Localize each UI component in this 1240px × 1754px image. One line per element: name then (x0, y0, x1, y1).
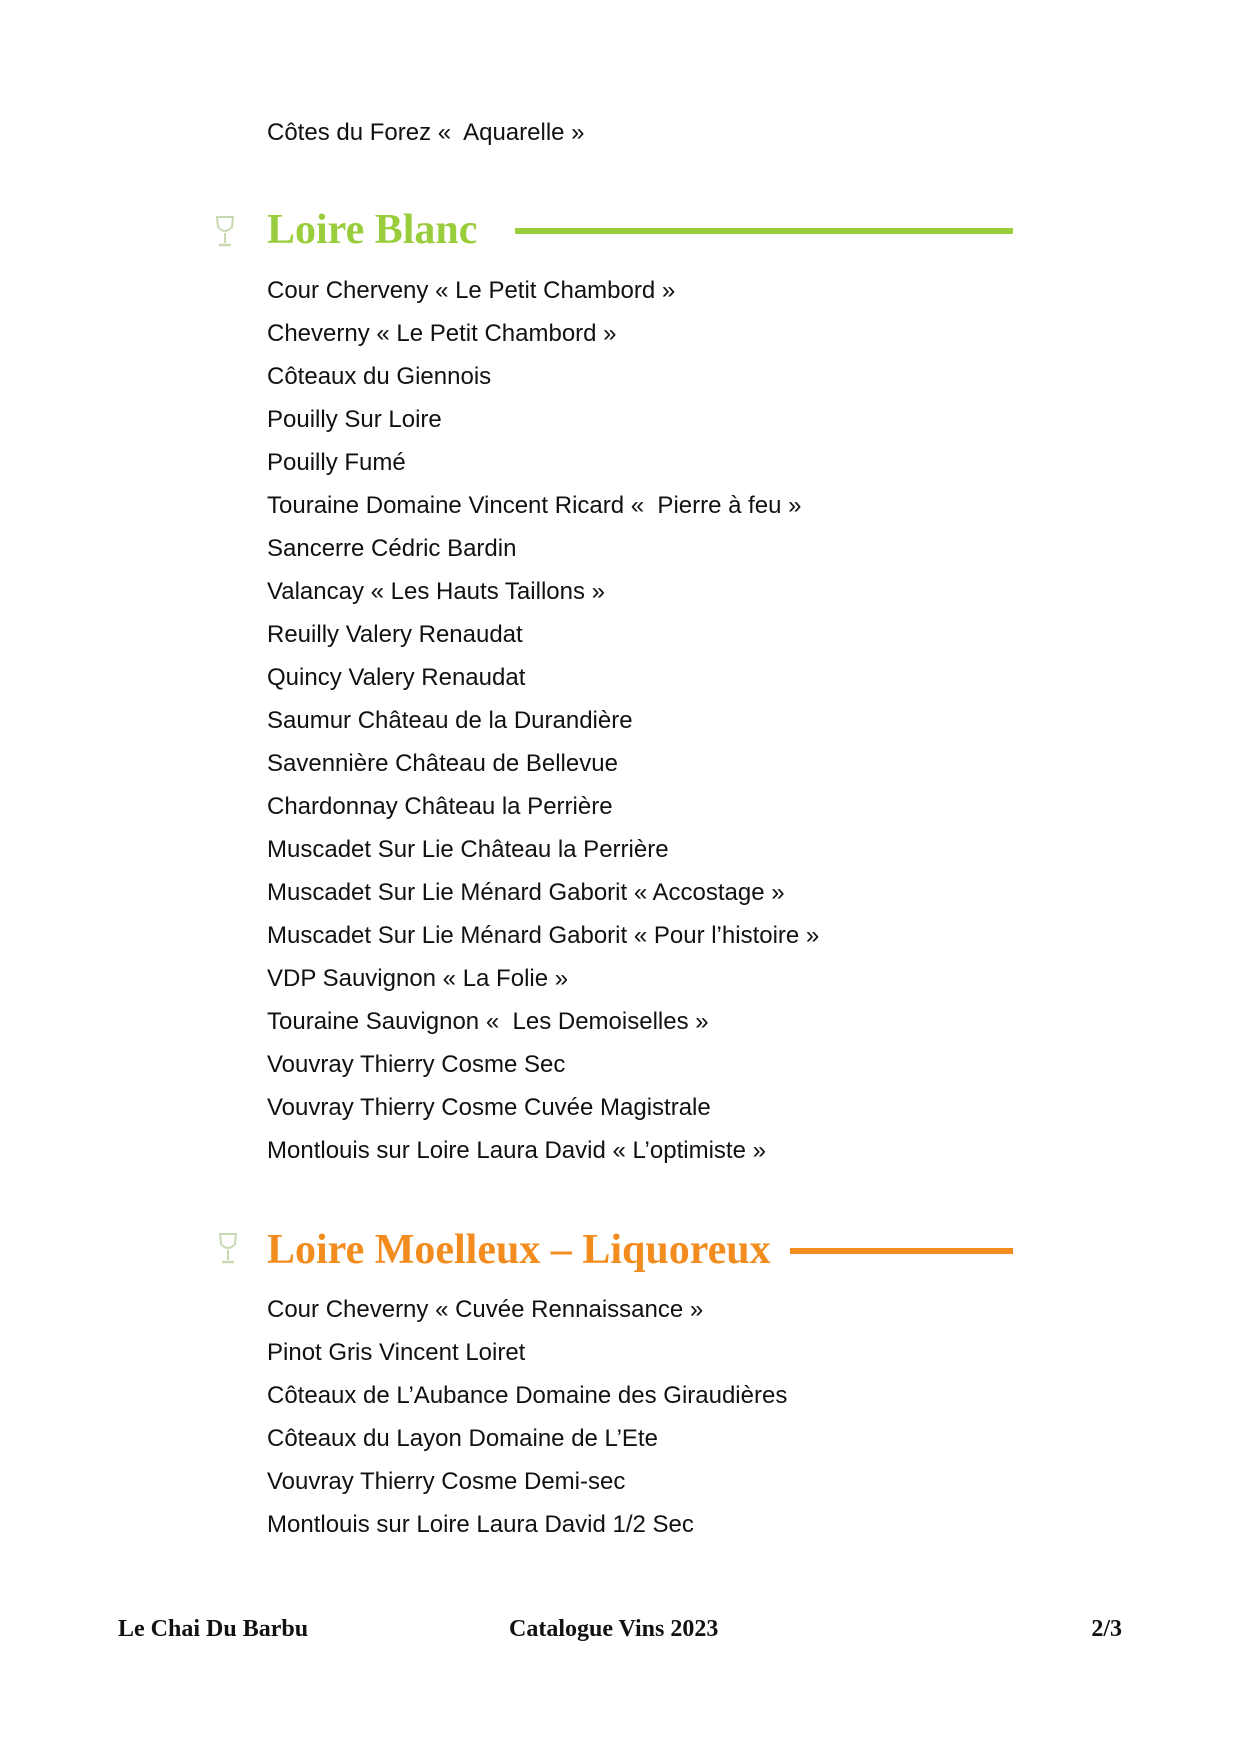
wine-item: Cour Cheverny « Cuvée Rennaissance » (267, 1296, 704, 1323)
wine-item: Savennière Château de Bellevue (267, 750, 618, 777)
wine-item: Côteaux de L’Aubance Domaine des Giraudières (267, 1382, 788, 1409)
section-title: Loire Moelleux – Liquoreux (267, 1227, 771, 1273)
wine-item: Quincy Valery Renaudat (267, 664, 526, 691)
wine-glass-icon (212, 215, 238, 249)
section-heading-loire-moelleux (0, 1220, 1240, 1280)
wine-item: Reuilly Valery Renaudat (267, 621, 523, 648)
wine-item: Touraine Sauvignon « Les Demoiselles » (267, 1008, 709, 1035)
wine-item: Côteaux du Giennois (267, 363, 492, 390)
wine-item: Cheverny « Le Petit Chambord » (267, 320, 617, 347)
section-heading-loire-blanc (0, 200, 1240, 260)
wine-item: Muscadet Sur Lie Ménard Gaborit « Accostage » (267, 879, 785, 906)
wine-item: Chardonnay Château la Perrière (267, 793, 613, 820)
wine-item: Vouvray Thierry Cosme Sec (267, 1051, 566, 1078)
wine-item: Vouvray Thierry Cosme Cuvée Magistrale (267, 1094, 711, 1121)
wine-item: Pouilly Fumé (267, 449, 406, 476)
wine-item-top: Côtes du Forez « Aquarelle » (267, 119, 585, 146)
wine-item: Côteaux du Layon Domaine de L’Ete (267, 1425, 658, 1452)
wine-item: Saumur Château de la Durandière (267, 707, 633, 734)
footer-catalogue-title: Catalogue Vins 2023 (509, 1616, 719, 1642)
wine-item: Cour Cherveny « Le Petit Chambord » (267, 277, 676, 304)
wine-glass-icon (215, 1232, 241, 1266)
wine-item: Pinot Gris Vincent Loiret (267, 1339, 526, 1366)
wine-item: Vouvray Thierry Cosme Demi-sec (267, 1468, 626, 1495)
section-title: Loire Blanc (267, 207, 478, 253)
section-rule (515, 228, 1013, 234)
wine-item: VDP Sauvignon « La Folie » (267, 965, 569, 992)
wine-item: Montlouis sur Loire Laura David 1/2 Sec (267, 1511, 694, 1538)
wine-item: Touraine Domaine Vincent Ricard « Pierre à feu » (267, 492, 802, 519)
wine-item: Montlouis sur Loire Laura David « L’optimiste » (267, 1137, 766, 1164)
wine-item: Valancay « Les Hauts Taillons » (267, 578, 605, 605)
wine-item: Muscadet Sur Lie Château la Perrière (267, 836, 669, 863)
wine-item: Muscadet Sur Lie Ménard Gaborit « Pour l’histoire » (267, 922, 820, 949)
footer-company: Le Chai Du Barbu (118, 1616, 309, 1642)
wine-item: Sancerre Cédric Bardin (267, 535, 517, 562)
wine-item: Pouilly Sur Loire (267, 406, 442, 433)
section-rule (790, 1248, 1013, 1254)
footer-page-number: 2/3 (1091, 1616, 1122, 1642)
